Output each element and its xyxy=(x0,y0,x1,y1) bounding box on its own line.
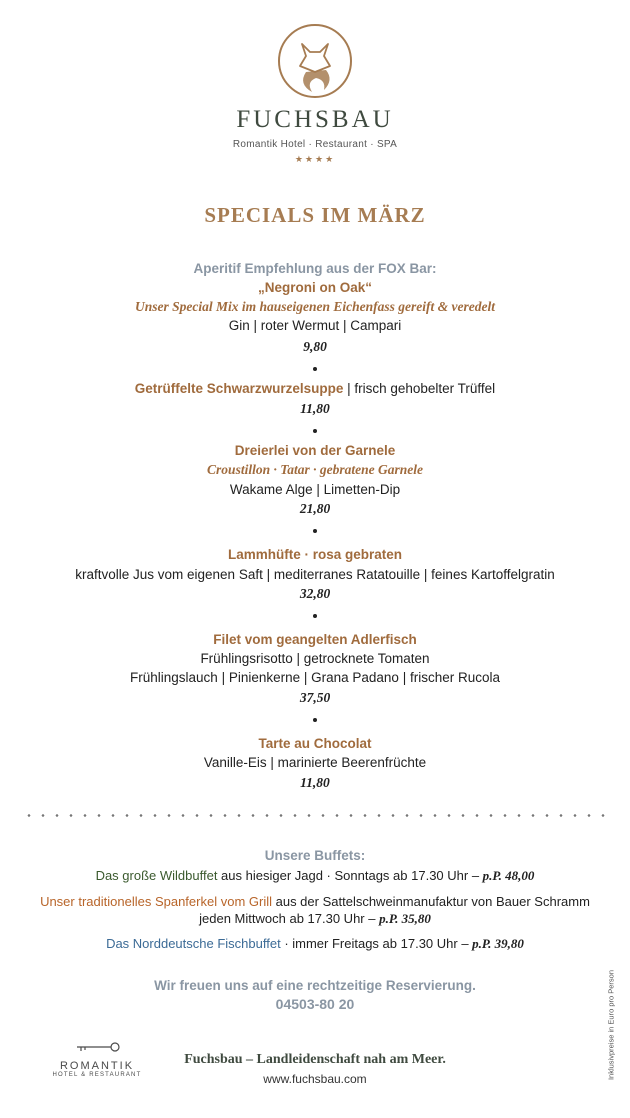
buffet-fisch-desc: · immer Freitags ab 17.30 Uhr – xyxy=(280,936,473,951)
reservation-text: Wir freuen uns auf eine rechtzeitige Reservierung. xyxy=(154,978,476,993)
fox-logo-icon xyxy=(276,22,354,100)
lamm-desc: kraftvolle Jus vom eigenen Saft | mediterranes Ratatouille | feines Kartoffelgratin xyxy=(75,567,555,582)
buffet-wild-price: p.P. 48,00 xyxy=(482,868,535,883)
separator-dot xyxy=(313,614,317,618)
separator-dot xyxy=(313,429,317,433)
dessert-name: Tarte au Chocolat xyxy=(258,736,372,751)
fisch-price: 37,50 xyxy=(299,690,331,705)
side-note xyxy=(604,960,618,1090)
separator-dot xyxy=(313,367,317,371)
reservation-phone[interactable]: 04503-80 20 xyxy=(275,996,355,1012)
dotted-divider xyxy=(22,814,608,817)
garnele-desc: Wakame Alge | Limetten-Dip xyxy=(229,482,401,497)
soup-price: 11,80 xyxy=(300,401,330,416)
buffet-spanferkel-schedule: jeden Mittwoch ab 17.30 Uhr – xyxy=(199,911,380,926)
buffet-fisch-name: Das Norddeutsche Fischbuffet xyxy=(106,936,281,951)
separator-dot xyxy=(313,529,317,533)
dessert-desc: Vanille-Eis | marinierte Beerenfrüchte xyxy=(203,755,427,770)
buffet-fisch-line xyxy=(0,934,630,953)
footer-url[interactable]: www.fuchsbau.com xyxy=(263,1072,367,1086)
aperitif-ingredients: Gin | roter Wermut | Campari xyxy=(228,318,402,333)
garnele-sub: Croustillon · Tatar · gebratene Garnele xyxy=(207,462,423,477)
dessert-price: 11,80 xyxy=(300,775,330,790)
fisch-desc2: Frühlingslauch | Pinienkerne | Grana Padano | frischer Rucola xyxy=(130,670,500,685)
soup-desc: | frisch gehobelter Trüffel xyxy=(343,381,496,396)
fisch-desc1: Frühlingsrisotto | getrocknete Tomaten xyxy=(200,651,430,666)
aperitif-name: „Negroni on Oak“ xyxy=(257,280,372,295)
page-title: SPECIALS IM MÄRZ xyxy=(204,203,426,227)
side-note-text: Inklusivpreise in Euro pro Person xyxy=(606,969,616,1081)
romantik-sub: HOTEL & RESTAURANT xyxy=(52,1072,142,1078)
buffet-spanferkel-name: Unser traditionelles Spanferkel vom Grill xyxy=(40,894,272,909)
aperitif-price: 9,80 xyxy=(303,339,327,354)
lamm-name: Lammhüfte · rosa gebraten xyxy=(227,547,403,562)
buffet-spanferkel-line2 xyxy=(0,909,630,928)
garnele-price: 21,80 xyxy=(299,501,331,516)
soup-line xyxy=(0,379,630,398)
buffet-fisch-price: p.P. 39,80 xyxy=(472,936,524,951)
brand-name: FUCHSBAU xyxy=(236,106,394,133)
buffets-heading: Unsere Buffets: xyxy=(264,848,366,863)
separator-dot xyxy=(313,718,317,722)
buffet-wild-desc: aus hiesiger Jagd · Sonntags ab 17.30 Uhr – xyxy=(217,868,483,883)
romantik-name: ROMANTIK xyxy=(59,1060,135,1072)
star-rating: ★★★★ xyxy=(294,154,336,164)
buffet-spanferkel-price: p.P. 35,80 xyxy=(379,911,431,926)
buffet-spanferkel-desc: aus der Sattelschweinmanufaktur von Bauer Schramm xyxy=(272,894,590,909)
aperitif-desc: Unser Special Mix im hauseigenen Eichenfass gereift & veredelt xyxy=(135,299,495,314)
footer-tagline: Fuchsbau – Landleidenschaft nah am Meer. xyxy=(184,1052,446,1067)
aperitif-label: Aperitif Empfehlung aus der FOX Bar: xyxy=(193,261,437,276)
lamm-price: 32,80 xyxy=(299,586,331,601)
buffet-wild-line xyxy=(0,866,630,885)
fisch-name: Filet vom geangelten Adlerfisch xyxy=(213,632,417,647)
garnele-name: Dreierlei von der Garnele xyxy=(234,443,396,458)
soup-name: Getrüffelte Schwarzwurzelsuppe xyxy=(134,381,344,396)
brand-subtitle: Romantik Hotel · Restaurant · SPA xyxy=(232,139,398,150)
buffet-wild-name: Das große Wildbuffet xyxy=(95,868,218,883)
